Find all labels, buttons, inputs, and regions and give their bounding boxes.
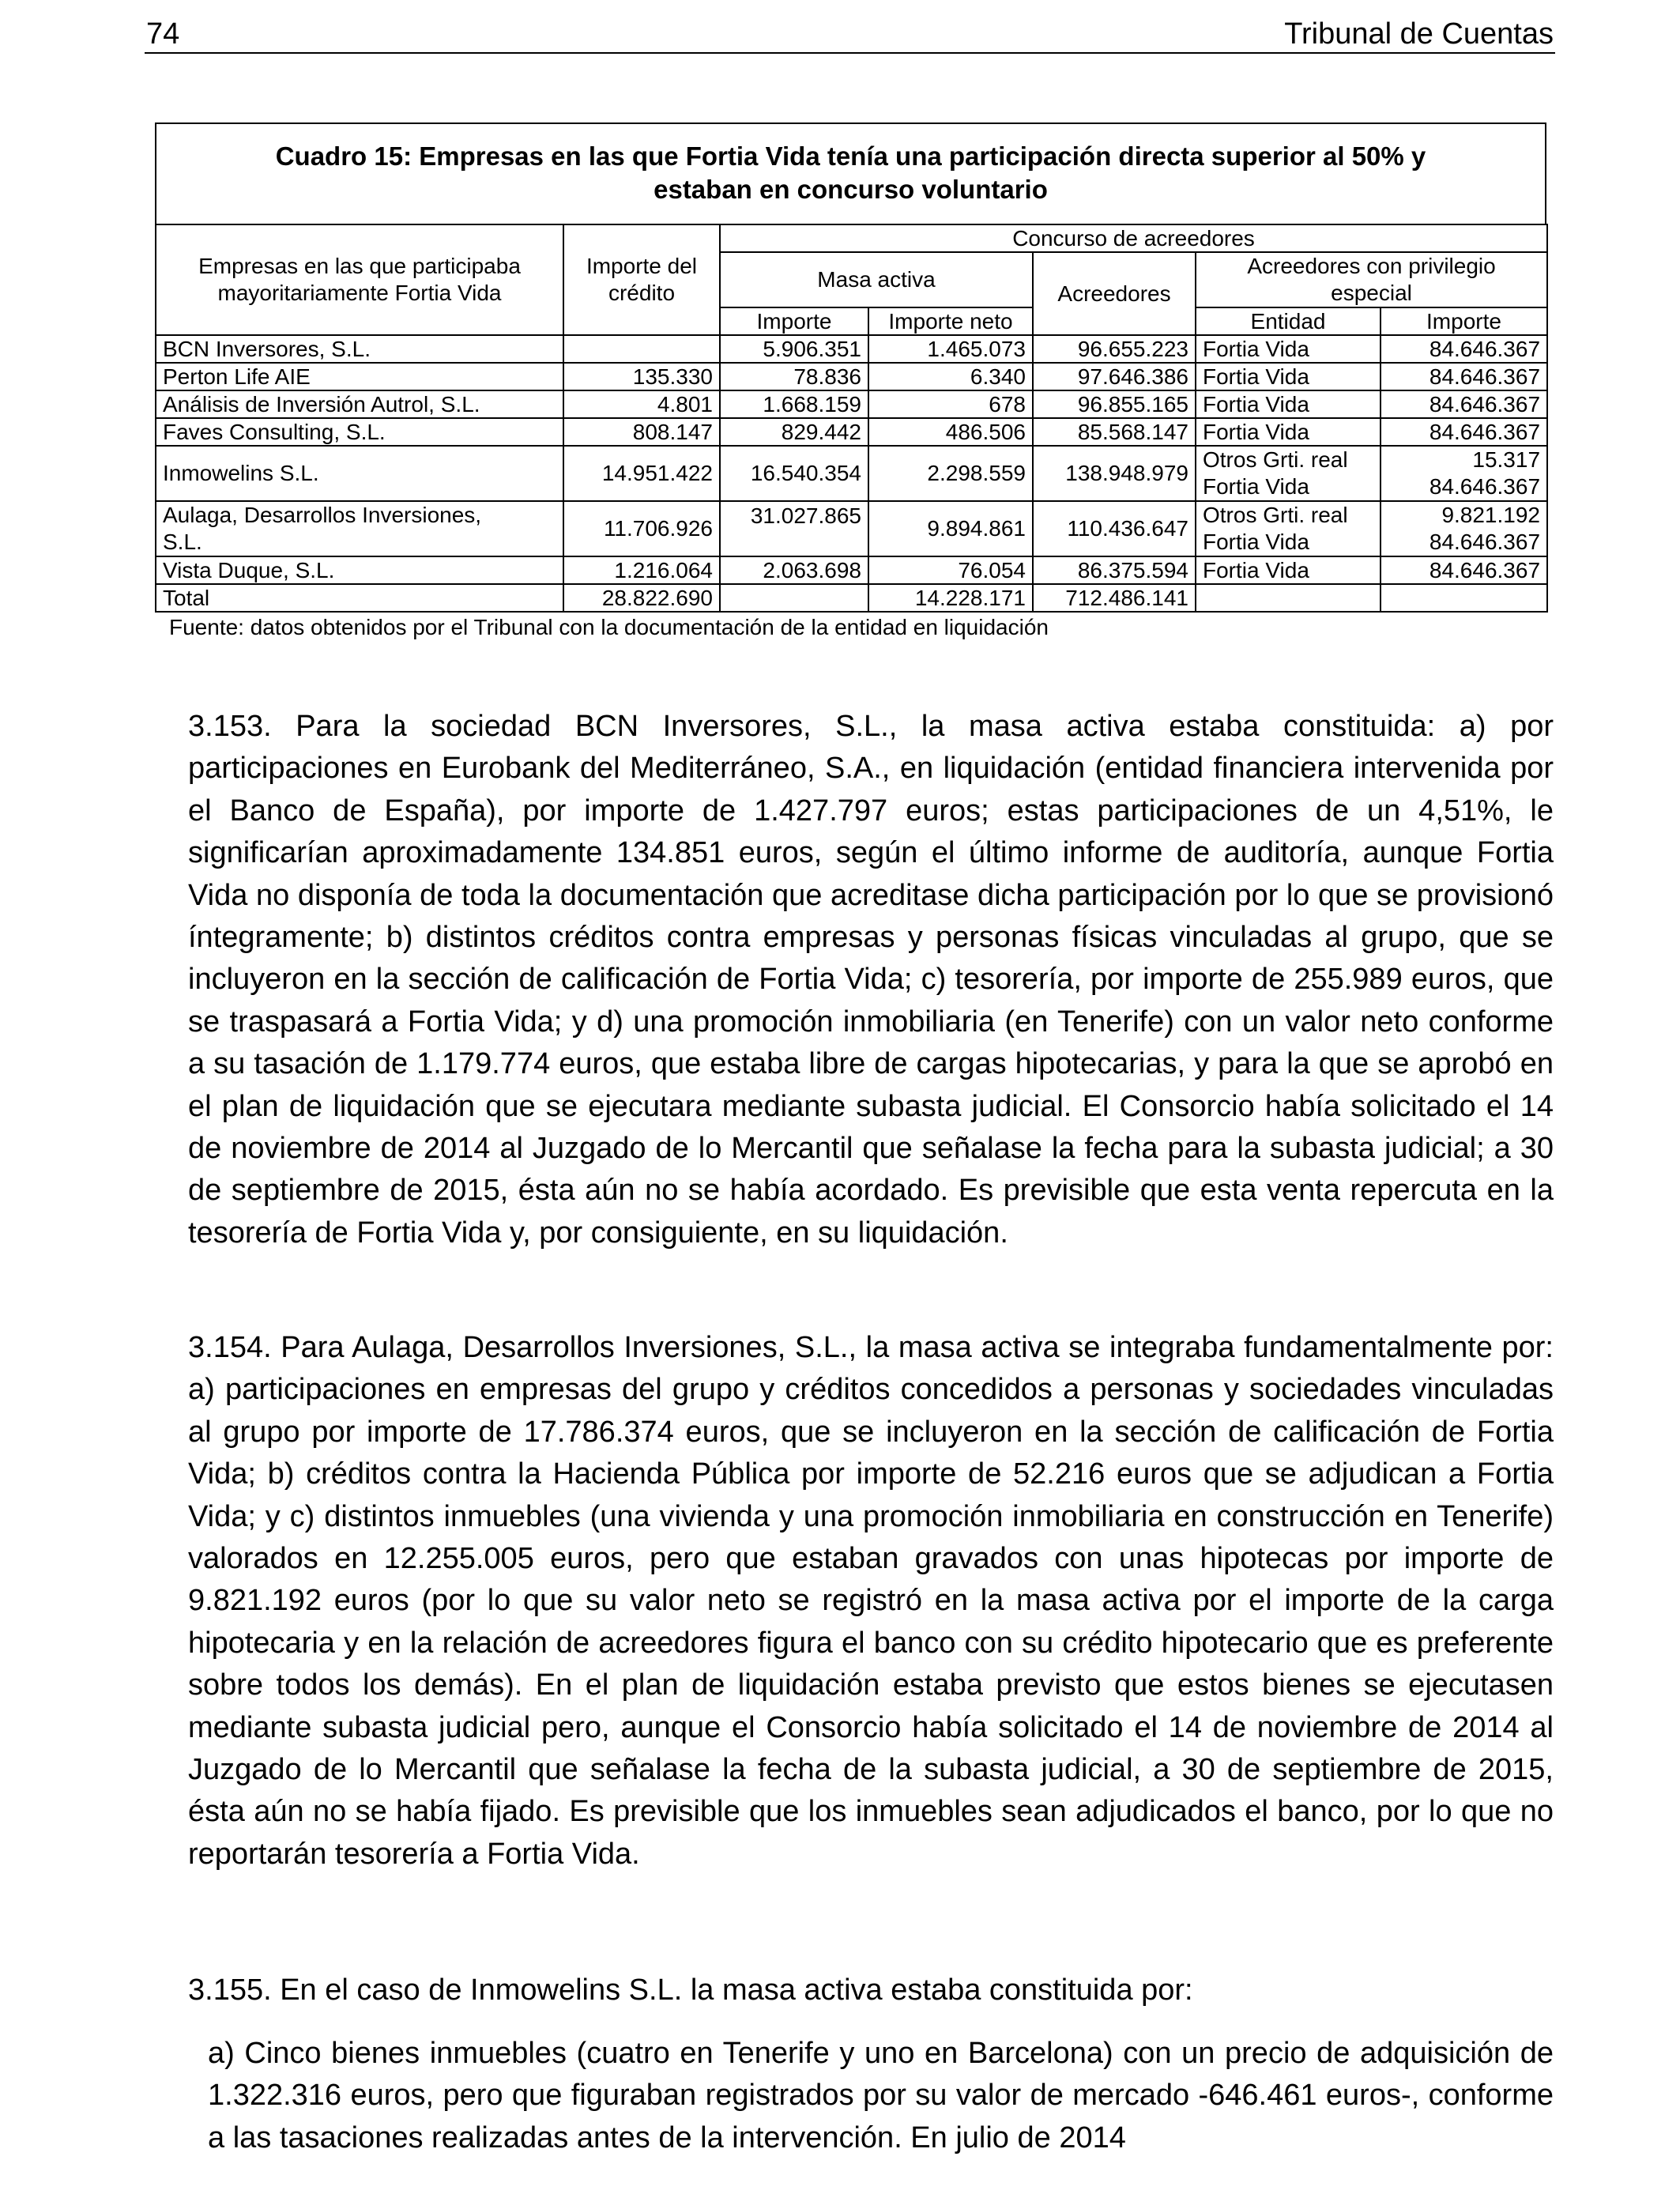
- page-number: 74: [146, 17, 180, 51]
- total-row: Total 28.822.690 14.228.171 712.486.141: [156, 584, 1547, 612]
- header-masa-activa: Masa activa: [720, 252, 1033, 307]
- header-title: Tribunal de Cuentas: [1284, 17, 1554, 51]
- paragraph-3-155: 3.155. En el caso de Inmowelins S.L. la masa activa estaba constituida por:: [188, 1973, 1193, 2007]
- header-entidad: Entidad: [1196, 307, 1381, 335]
- table-row: Vista Duque, S.L. 1.216.064 2.063.698 76.054 86.375.594 Fortia Vida 84.646.367: [156, 556, 1547, 584]
- page-header: [145, 16, 1555, 54]
- table-row: Inmowelins S.L. 14.951.422 16.540.354 2.298.559 138.948.979 Otros Grti. real Fortia Vida 15.317 84.646.367: [156, 446, 1547, 501]
- header-importe-neto: Importe neto: [868, 307, 1033, 335]
- header-row-1: [156, 224, 1547, 252]
- companies-table: [155, 224, 1548, 613]
- header-importe-2: Importe: [1381, 307, 1547, 335]
- header-concurso: Concurso de acreedores: [720, 224, 1547, 252]
- table-caption: Cuadro 15: Empresas en las que Fortia Vida tenía una participación directa superior al 50% y estaban en concurso voluntario: [155, 123, 1546, 224]
- table-container: [155, 123, 1546, 641]
- header-importe-credito: Importe del crédito: [563, 224, 720, 335]
- table-row: Análisis de Inversión Autrol, S.L. 4.801 1.668.159 678 96.855.165 Fortia Vida 84.646.367: [156, 390, 1547, 418]
- paragraph-3-155-a: a) Cinco bienes inmuebles (cuatro en Tenerife y uno en Barcelona) con un precio de adquisición de 1.322.316 euros, pero que figuraban registrados por su valor de mercado -646.461 euros-, conforme a las tasaciones realizadas antes de la intervención. En julio de 2014: [208, 2037, 1554, 2154]
- table-row: Perton Life AIE 135.330 78.836 6.340 97.646.386 Fortia Vida 84.646.367: [156, 363, 1547, 390]
- table-source: Fuente: datos obtenidos por el Tribunal con la documentación de la entidad en liquidación: [169, 615, 1049, 639]
- header-privilegio: Acreedores con privilegio especial: [1196, 252, 1547, 307]
- header-empresas: Empresas en las que participaba mayoritariamente Fortia Vida: [156, 224, 563, 335]
- header-importe: Importe: [720, 307, 868, 335]
- table-row: Aulaga, Desarrollos Inversiones, S.L. 11.706.926 31.027.865 9.894.861 110.436.647 Otros Grti. real Fortia Vida 9.821.192 84.646.367: [156, 501, 1547, 556]
- paragraph-3-154: 3.154. Para Aulaga, Desarrollos Inversiones, S.L., la masa activa se integraba fundamentalmente por: a) participaciones en empresas del grupo y créditos concedidos a personas y sociedades vinculadas al grupo por importe de 17.786.374 euros, que se incluyeron en la sección de calificación de Fortia Vida; b) créditos contra la Hacienda Pública por importe de 52.216 euros que se adjudican a Fortia Vida; y c) distintos inmuebles (una vivienda y una promoción inmobiliaria en construcción en Tenerife) valorados en 12.255.005 euros, pero que estaban gravados con unas hipotecas por importe de 9.821.192 euros (por lo que su valor neto se registró en la masa activa por el importe de la carga hipotecaria y en la relación de acreedores figura el banco con su crédito hipotecario que es preferente sobre todos los demás). En el plan de liquidación estaba previsto que estos bienes se ejecutasen mediante subasta judicial pero, aunque el Consorcio había solicitado el 14 de noviembre de 2014 al Juzgado de lo Mercantil que señalase la fecha de la subasta judicial, a 30 de septiembre de 2015, ésta aún no se había fijado. Es previsible que los inmuebles sean adjudicados el banco, por lo que no reportarán tesorería a Fortia Vida.: [188, 1331, 1554, 1871]
- header-acreedores: Acreedores: [1033, 252, 1196, 335]
- table-row: BCN Inversores, S.L. 5.906.351 1.465.073 96.655.223 Fortia Vida 84.646.367: [156, 335, 1547, 363]
- paragraph-3-153: 3.153. Para la sociedad BCN Inversores, S.L., la masa activa estaba constituida: a) por participaciones en Eurobank del Mediterráneo, S.A., en liquidación (entidad financiera intervenida por el Banco de España), por importe de 1.427.797 euros; estas participaciones de un 4,51%, le significarían aproximadamente 134.851 euros, según el último informe de auditoría, aunque Fortia Vida no disponía de toda la documentación que acreditase dicha participación por lo que se provisionó íntegramente; b) distintos créditos contra empresas y personas físicas vinculadas al grupo, que se incluyeron en la sección de calificación de Fortia Vida; c) tesorería, por importe de 255.989 euros, que se traspasará a Fortia Vida; y d) una promoción inmobiliaria (en Tenerife) con un valor neto conforme a su tasación de 1.179.774 euros, que estaba libre de cargas hipotecarias, y para la que se aprobó en el plan de liquidación que se ejecutara mediante subasta judicial. El Consorcio había solicitado el 14 de noviembre de 2014 al Juzgado de lo Mercantil que señalase la fecha para la subasta judicial; a 30 de septiembre de 2015, ésta aún no se había acordado. Es previsible que esta venta repercuta en la tesorería de Fortia Vida y, por consiguiente, en su liquidación.: [188, 710, 1554, 1250]
- table-row: Faves Consulting, S.L. 808.147 829.442 486.506 85.568.147 Fortia Vida 84.646.367: [156, 418, 1547, 446]
